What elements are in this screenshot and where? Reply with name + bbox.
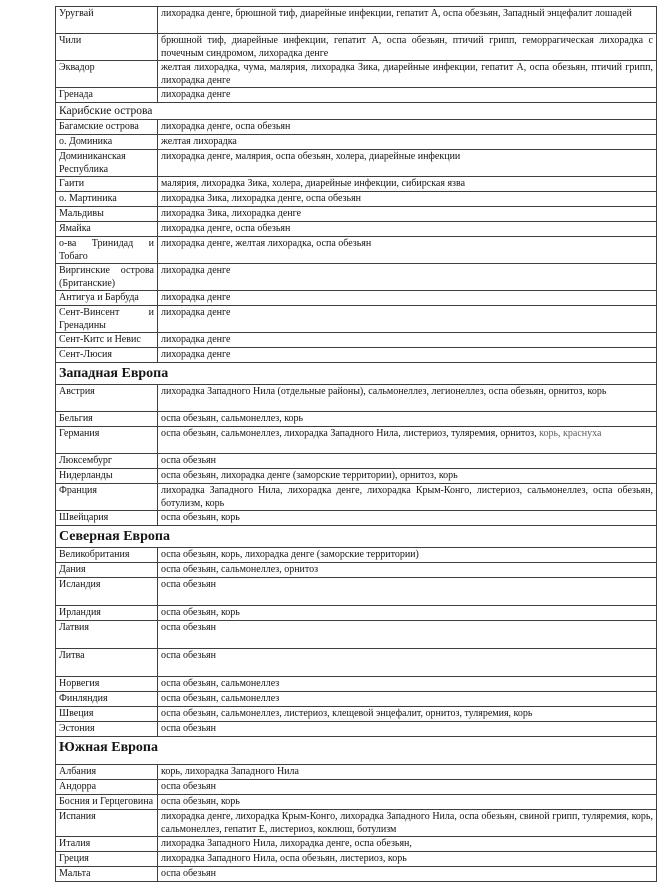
table-row [56, 412, 657, 427]
country-cell: Албания [56, 765, 158, 780]
diseases-cell: желтая лихорадка, чума, малярия, лихорадка Зика, диарейные инфекции, гепатит А, оспа обезьян, птичий грипп, лихорадка денге [158, 61, 657, 88]
table-row [56, 852, 657, 867]
table-row [56, 765, 657, 780]
diseases-cell: оспа обезьян [158, 621, 657, 649]
country-cell: Австрия [56, 385, 158, 412]
diseases-cell: оспа обезьян, корь [158, 795, 657, 810]
diseases-cell [158, 427, 657, 454]
country-cell: Мальта [56, 867, 158, 882]
section-row [56, 526, 657, 548]
section-header: Южная Европа [56, 737, 657, 765]
country-cell: Исландия [56, 578, 158, 606]
table-row [56, 795, 657, 810]
country-cell: Гренада [56, 88, 158, 103]
diseases-cell: оспа обезьян, корь [158, 511, 657, 526]
country-cell: Люксембург [56, 454, 158, 469]
table-row [56, 707, 657, 722]
table-row [56, 692, 657, 707]
diseases-cell: лихорадка денге [158, 333, 657, 348]
table-row [56, 61, 657, 88]
diseases-cell: оспа обезьян, корь [158, 606, 657, 621]
table-row [56, 548, 657, 563]
table-row [56, 722, 657, 737]
country-cell: о-ва Тринидад и Тобаго [56, 237, 158, 264]
diseases-cell: оспа обезьян, сальмонеллез [158, 677, 657, 692]
diseases-cell: корь, лихорадка Западного Нила [158, 765, 657, 780]
table-row [56, 177, 657, 192]
country-disease-table [55, 6, 657, 882]
country-cell: о. Доминика [56, 135, 158, 150]
diseases-cell: оспа обезьян, корь, лихорадка денге (заморские территории) [158, 548, 657, 563]
table-row [56, 867, 657, 882]
country-cell: Франция [56, 484, 158, 511]
country-cell: Литва [56, 649, 158, 677]
table-row [56, 578, 657, 606]
table-row [56, 88, 657, 103]
country-cell: Доминиканская Республика [56, 150, 158, 177]
table-row [56, 606, 657, 621]
diseases-cell: оспа обезьян [158, 454, 657, 469]
country-cell: Финляндия [56, 692, 158, 707]
table-row [56, 237, 657, 264]
country-cell: Андорра [56, 780, 158, 795]
diseases-cell: лихорадка денге, лихорадка Крым-Конго, лихорадка Западного Нила, оспа обезьян, свиной грипп, туляремия, корь, сальмонеллез, гепатит Е, листериоз, коклюш, ботулизм [158, 810, 657, 837]
country-cell: Эстония [56, 722, 158, 737]
table-row [56, 427, 657, 454]
table-row [56, 385, 657, 412]
country-cell: Мальдивы [56, 207, 158, 222]
country-cell: Ямайка [56, 222, 158, 237]
section-header: Западная Европа [56, 363, 657, 385]
diseases-cell: лихорадка денге, оспа обезьян [158, 222, 657, 237]
diseases-cell: лихорадка денге, оспа обезьян [158, 120, 657, 135]
table-row [56, 563, 657, 578]
table-row [56, 780, 657, 795]
table-row [56, 649, 657, 677]
country-cell: о. Мартиника [56, 192, 158, 207]
diseases-cell: лихорадка денге [158, 88, 657, 103]
country-cell: Италия [56, 837, 158, 852]
table-row [56, 120, 657, 135]
diseases-text-muted: корь, краснуха [539, 428, 602, 439]
table-row [56, 837, 657, 852]
country-cell: Швеция [56, 707, 158, 722]
diseases-cell: лихорадка Западного Нила (отдельные районы), сальмонеллез, легионеллез, оспа обезьян, орнитоз, корь [158, 385, 657, 412]
table-row [56, 810, 657, 837]
diseases-cell: оспа обезьян [158, 649, 657, 677]
section-header: Карибские острова [56, 103, 657, 120]
country-cell: Виргинские острова (Британские) [56, 264, 158, 291]
country-cell: Испания [56, 810, 158, 837]
diseases-cell: лихорадка денге [158, 291, 657, 306]
country-cell: Латвия [56, 621, 158, 649]
diseases-cell: оспа обезьян [158, 867, 657, 882]
table-row [56, 484, 657, 511]
diseases-cell: желтая лихорадка [158, 135, 657, 150]
table-row [56, 291, 657, 306]
diseases-cell: оспа обезьян, сальмонеллез, листериоз, клещевой энцефалит, орнитоз, туляремия, корь [158, 707, 657, 722]
table-row [56, 621, 657, 649]
diseases-cell: лихорадка денге, малярия, оспа обезьян, холера, диарейные инфекции [158, 150, 657, 177]
section-row [56, 103, 657, 120]
diseases-cell: лихорадка денге, брюшной тиф, диарейные инфекции, гепатит А, оспа обезьян, Западный энцефалит лошадей [158, 7, 657, 34]
diseases-cell: лихорадка денге [158, 306, 657, 333]
diseases-cell: оспа обезьян [158, 780, 657, 795]
country-cell: Норвегия [56, 677, 158, 692]
diseases-cell: брюшной тиф, диарейные инфекции, гепатит А, оспа обезьян, птичий грипп, геморрагическая лихорадка с почечным синдромом, лихорадка денге [158, 34, 657, 61]
table-row [56, 222, 657, 237]
country-cell: Багамские острова [56, 120, 158, 135]
diseases-cell: оспа обезьян, сальмонеллез, орнитоз [158, 563, 657, 578]
table-row [56, 333, 657, 348]
diseases-cell: лихорадка денге [158, 264, 657, 291]
diseases-cell: лихорадка Западного Нила, лихорадка денге, лихорадка Крым-Конго, листериоз, сальмонеллез, оспа обезьян, ботулизм, корь [158, 484, 657, 511]
diseases-cell: лихорадка Зика, лихорадка денге [158, 207, 657, 222]
country-cell: Антигуа и Барбуда [56, 291, 158, 306]
country-cell: Сент-Люсия [56, 348, 158, 363]
table-row [56, 264, 657, 291]
country-cell: Сент-Китс и Невис [56, 333, 158, 348]
section-row [56, 363, 657, 385]
table-row [56, 207, 657, 222]
table-row [56, 150, 657, 177]
country-cell: Греция [56, 852, 158, 867]
table-row [56, 469, 657, 484]
country-cell: Нидерланды [56, 469, 158, 484]
diseases-cell: лихорадка Западного Нила, оспа обезьян, листериоз, корь [158, 852, 657, 867]
country-cell: Швейцария [56, 511, 158, 526]
diseases-cell: лихорадка Западного Нила, лихорадка денге, оспа обезьян, [158, 837, 657, 852]
table-row [56, 511, 657, 526]
country-cell: Эквадор [56, 61, 158, 88]
table-row [56, 348, 657, 363]
country-cell: Германия [56, 427, 158, 454]
country-cell: Великобритания [56, 548, 158, 563]
section-row [56, 737, 657, 765]
table-row [56, 454, 657, 469]
country-cell: Сент-Винсент и Гренадины [56, 306, 158, 333]
diseases-cell: оспа обезьян [158, 722, 657, 737]
table-row [56, 34, 657, 61]
diseases-cell: оспа обезьян, сальмонеллез [158, 692, 657, 707]
country-cell: Дания [56, 563, 158, 578]
country-cell: Бельгия [56, 412, 158, 427]
table-row [56, 7, 657, 34]
section-header: Северная Европа [56, 526, 657, 548]
country-cell: Ирландия [56, 606, 158, 621]
country-cell: Босния и Герцеговина [56, 795, 158, 810]
diseases-cell: лихорадка Зика, лихорадка денге, оспа обезьян [158, 192, 657, 207]
country-cell: Чили [56, 34, 158, 61]
table-row [56, 306, 657, 333]
table-row [56, 135, 657, 150]
diseases-cell: малярия, лихорадка Зика, холера, диарейные инфекции, сибирская язва [158, 177, 657, 192]
diseases-cell: лихорадка денге, желтая лихорадка, оспа обезьян [158, 237, 657, 264]
country-cell: Уругвай [56, 7, 158, 34]
diseases-cell: оспа обезьян, сальмонеллез, корь [158, 412, 657, 427]
table-row [56, 192, 657, 207]
diseases-cell: оспа обезьян [158, 578, 657, 606]
diseases-text: оспа обезьян, сальмонеллез, лихорадка Западного Нила, листериоз, туляремия, орнитоз, [161, 428, 540, 439]
table-row [56, 677, 657, 692]
table-body [56, 7, 657, 882]
diseases-cell: оспа обезьян, лихорадка денге (заморские территории), орнитоз, корь [158, 469, 657, 484]
country-cell: Гаити [56, 177, 158, 192]
diseases-cell: лихорадка денге [158, 348, 657, 363]
